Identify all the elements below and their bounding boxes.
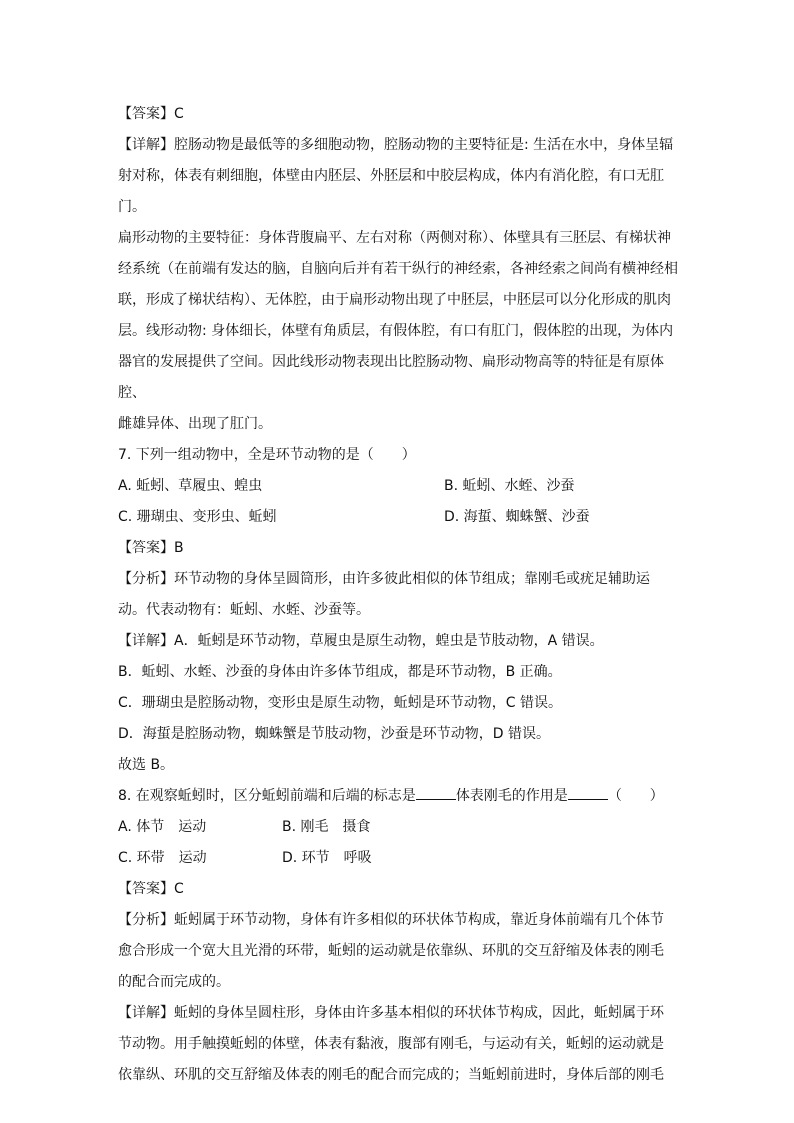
q7-analysis-line: 【分析】环节动物的身体呈圆筒形，由许多彼此相似的体节组成；靠刚毛或疣足辅助运: [118, 571, 650, 587]
q7-option-b: B. 蚯蚓、水蛭、沙蚕: [444, 478, 575, 494]
q6-explanation-line: 层。线形动物: 身体细长，体壁有角质层，有假体腔，有口有肛门，假体腔的出现，为体内: [118, 323, 674, 339]
q8-option-b: B. 刚毛 摄食: [282, 819, 371, 835]
q6-explanation-line: 扁形动物的主要特征：身体背腹扁平、左右对称（两侧对称）、体壁具有三胚层、有梯状神: [118, 230, 671, 246]
q7-options-row-1: [118, 471, 680, 502]
q7-conclusion: 故选 B。: [118, 757, 175, 773]
q7-option-d: D. 海蜇、蜘蛛蟹、沙蚕: [444, 509, 590, 525]
q8-explanation-line: 依靠纵、环肌的交互舒缩及体表的刚毛的配合而完成的；当蚯蚓前进时，身体后部的刚毛: [118, 1067, 664, 1083]
q7-answer: 【答案】B: [118, 540, 184, 556]
q8-option-c: C. 环带 运动: [118, 850, 207, 866]
q8-blank-2: [568, 785, 608, 800]
q6-explanation-line: 雌雄异体、出现了肛门。: [118, 416, 272, 432]
q8-question: [118, 781, 680, 812]
q7-option-c: C. 珊瑚虫、变形虫、蚯蚓: [118, 509, 277, 525]
q8-analysis-line: 愈合形成一个宽大且光滑的环带，蚯蚓的运动就是依靠纵、环肌的交互舒缩及体表的刚毛: [118, 943, 664, 959]
q7-analysis-line: 动。代表动物有：蚯蚓、水蛭、沙蚕等。: [118, 602, 370, 618]
q8-options-row-2: [118, 843, 680, 874]
q7-explanation-line: 【详解】A．蚯蚓是环节动物，草履虫是原生动物，蝗虫是节肢动物，A 错误。: [118, 633, 604, 649]
q8-analysis-line: 【分析】蚯蚓属于环节动物，身体有许多相似的环状体节构成，靠近身体前端有几个体节: [118, 912, 664, 928]
q7-option-a: A. 蚯蚓、草履虫、蝗虫: [118, 478, 263, 494]
q6-answer: 【答案】C: [118, 106, 184, 122]
q7-explanation-line: B．蚯蚓、水蛭、沙蚕的身体由许多体节组成，都是环节动物，B 正确。: [118, 664, 562, 680]
q8-question-part3: （ ）: [607, 788, 664, 804]
q6-explanation-line: 器官的发展提供了空间。因此线形动物表现出比腔肠动物、扁形动物高等的特征是有原体腔、: [118, 354, 664, 401]
q8-explanation-line: 【详解】蚯蚓的身体呈圆柱形，身体由许多基本相似的环状体节构成，因此，蚯蚓属于环: [118, 1005, 664, 1021]
q6-explanation-line: 射对称，体表有刺细胞，体壁由内胚层、外胚层和中胶层构成，体内有消化腔，有口无肛门。: [118, 168, 664, 215]
document-content: [118, 99, 680, 1091]
q6-explanation-line: 【详解】腔肠动物是最低等的多细胞动物，腔肠动物的主要特征是: 生活在水中，身体呈辐: [118, 137, 674, 153]
q7-explanation-line: C．珊瑚虫是腔肠动物，变形虫是原生动物，蚯蚓是环节动物，C 错误。: [118, 695, 562, 711]
q8-blank-1: [416, 785, 456, 800]
q8-question-part2: 体表刚毛的作用是: [455, 788, 568, 804]
q8-analysis-line: 的配合而完成的。: [118, 974, 230, 990]
q8-question-part1: 8. 在观察蚯蚓时，区分蚯蚓前端和后端的标志是: [118, 788, 416, 804]
q7-options-row-2: [118, 502, 680, 533]
q8-answer: 【答案】C: [118, 881, 184, 897]
q8-options-row-1: [118, 812, 680, 843]
q6-explanation-line: 联，形成了梯状结构）、无体腔，由于扁形动物出现了中胚层，中胚层可以分化形成的肌肉: [118, 292, 671, 308]
q7-explanation-line: D．海蜇是腔肠动物，蜘蛛蟹是节肢动物，沙蚕是环节动物，D 错误。: [118, 726, 551, 742]
q8-option-d: D. 环节 呼吸: [282, 850, 372, 866]
q8-option-a: A. 体节 运动: [118, 819, 207, 835]
q7-question: 7. 下列一组动物中，全是环节动物的是（ ）: [118, 447, 416, 463]
q8-explanation-line: 节动物。用手触摸蚯蚓的体壁，体表有黏液，腹部有刚毛，与运动有关，蚯蚓的运动就是: [118, 1036, 664, 1052]
q6-explanation-line: 经系统（在前端有发达的脑，自脑向后并有若干纵行的神经索，各神经索之间尚有横神经相: [118, 261, 678, 277]
